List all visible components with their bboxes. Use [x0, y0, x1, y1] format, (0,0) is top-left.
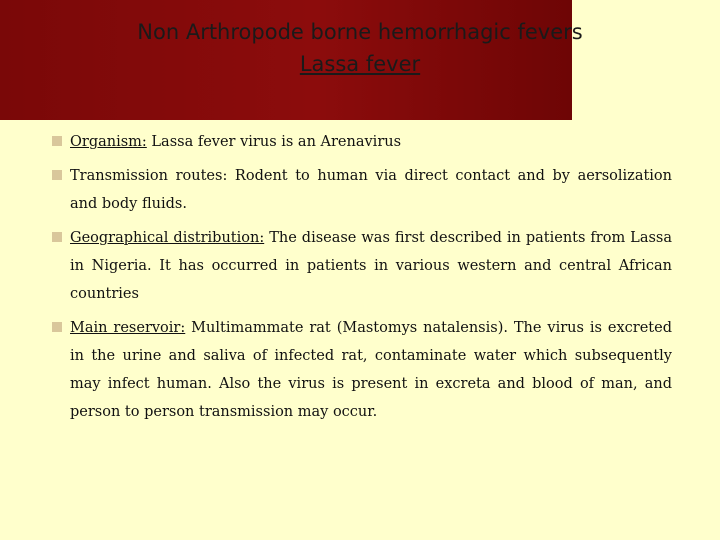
slide-title: Non Arthropode borne hemorrhagic fevers	[137, 20, 583, 44]
list-item	[52, 162, 672, 218]
list-item	[52, 128, 672, 156]
square-bullet-icon	[52, 136, 62, 146]
bullet-list	[52, 128, 672, 432]
square-bullet-icon	[52, 322, 62, 332]
item-text: Transmission routes: Rodent to human via direct contact and by aersolization and body fluids.	[70, 168, 672, 212]
slide-subtitle: Lassa fever	[299, 52, 421, 76]
item-label: Organism:	[70, 134, 147, 150]
list-item	[52, 224, 672, 308]
square-bullet-icon	[52, 232, 62, 242]
square-bullet-icon	[52, 170, 62, 180]
item-text: The disease was first described in patients from Lassa in Nigeria. It has occurred in patients in various western and central African countries	[70, 230, 672, 302]
title-block	[0, 16, 720, 80]
list-item	[52, 314, 672, 426]
item-text: Multimammate rat (Mastomys natalensis). The virus is excreted in the urine and saliva of infected rat, contaminate water which subsequently may infect human. Also the virus is present in excreta and blood of man, and person to person transmission may occur.	[70, 320, 672, 420]
item-label: Main reservoir:	[70, 320, 186, 336]
item-text: Lassa fever virus is an Arenavirus	[146, 134, 402, 150]
item-label: Geographical distribution:	[70, 230, 265, 246]
